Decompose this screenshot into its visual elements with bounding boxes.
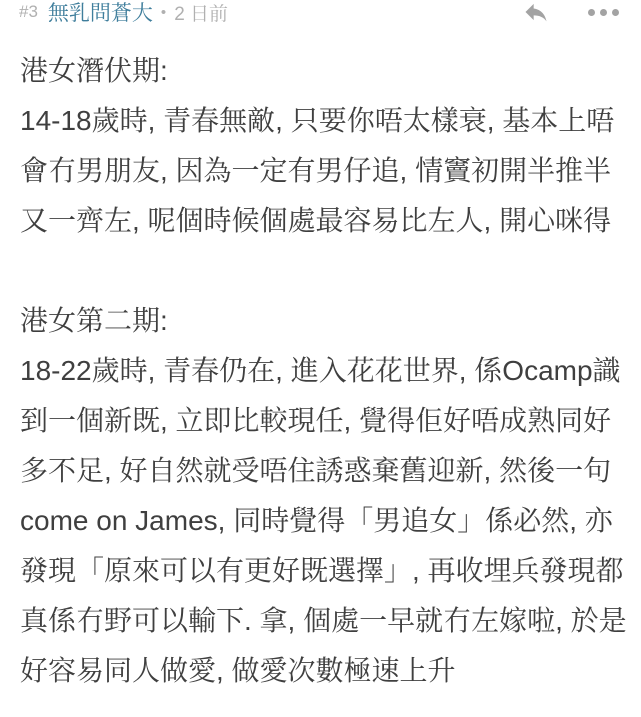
post-line: 會冇男朋友, 因為一定有男仔追, 情竇初開半推半 xyxy=(20,155,612,186)
post-line: 好容易同人做愛, 做愛次數極速上升 xyxy=(20,655,456,686)
post-line: 港女第二期: xyxy=(20,305,168,336)
reply-arrow-icon xyxy=(521,0,551,26)
ellipsis-icon xyxy=(588,9,619,16)
post-line: come on James, 同時覺得「男追女」係必然, 亦 xyxy=(20,505,613,536)
post-header xyxy=(0,0,641,26)
more-options-button[interactable] xyxy=(588,0,619,27)
post-paragraph-1 xyxy=(20,46,631,246)
reply-button[interactable] xyxy=(520,0,552,27)
post-line: 發現「原來可以有更好既選擇」, 再收埋兵發現都 xyxy=(20,555,624,586)
post-number: #3 xyxy=(19,2,38,21)
post-line: 到一個新既, 立即比較現任, 覺得佢好唔成熟同好 xyxy=(20,405,612,436)
post-body xyxy=(0,46,641,696)
post-line: 又一齊左, 呢個時候個處最容易比左人, 開心咪得 xyxy=(20,205,612,236)
post-line: 14-18歲時, 青春無敵, 只要你唔太樣衰, 基本上唔 xyxy=(20,105,615,136)
post-line: 真係冇野可以輸下. 拿, 個處一早就冇左嫁啦, 於是 xyxy=(20,605,627,636)
post-line: 18-22歲時, 青春仍在, 進入花花世界, 係Ocamp識 xyxy=(20,355,621,386)
timestamp: 2 日前 xyxy=(174,3,229,25)
username-link[interactable]: 無乳問蒼大 xyxy=(47,2,153,25)
post-paragraph-2 xyxy=(20,296,631,696)
post-line: 多不足, 好自然就受唔住誘惑棄舊迎新, 然後一句 xyxy=(20,455,612,486)
separator-dot: • xyxy=(160,3,167,21)
post-line: 港女潛伏期: xyxy=(20,55,168,86)
